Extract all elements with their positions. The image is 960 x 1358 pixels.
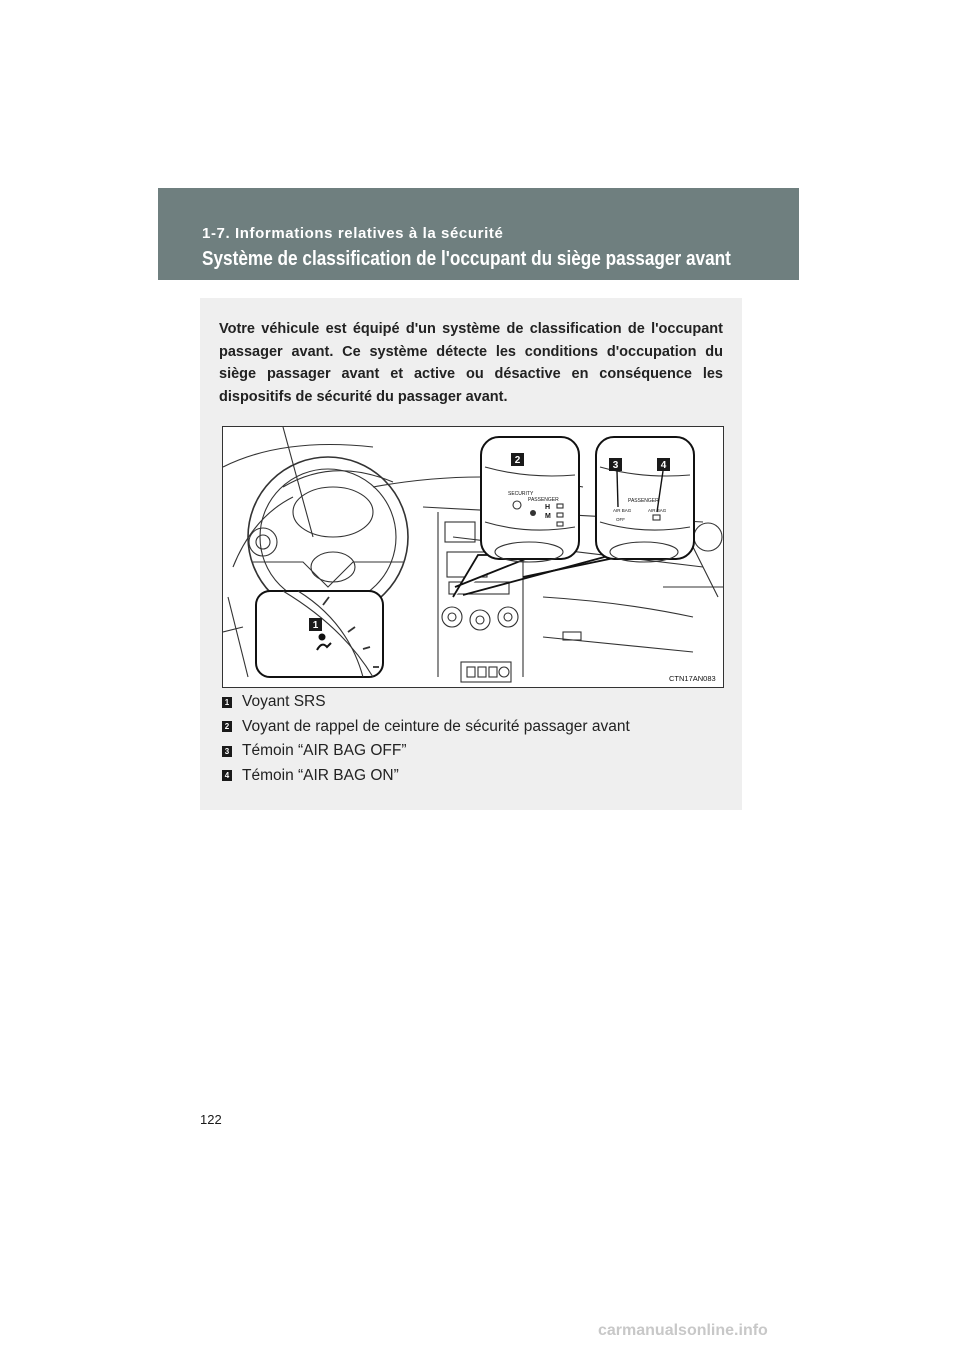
legend-label: Témoin “AIR BAG ON” bbox=[242, 766, 399, 784]
svg-text:PASSENGER: PASSENGER bbox=[628, 498, 659, 504]
callout-badge: 3 bbox=[222, 746, 232, 757]
callout-badge: 2 bbox=[222, 721, 232, 732]
intro-paragraph: Votre véhicule est équipé d'un système de classification de l'occupant passager avant. Ce système détecte les conditions d'occupation du siège passager avant et active ou désactive en conséquence les dispositifs de sécurité du passager avant. bbox=[219, 321, 723, 405]
svg-text:H: H bbox=[545, 504, 551, 511]
svg-text:2: 2 bbox=[514, 455, 521, 466]
watermark: carmanualsonline.info bbox=[598, 1322, 768, 1339]
figure-code: CTN17AN083 bbox=[669, 674, 716, 683]
page-number: 122 bbox=[200, 1112, 222, 1127]
svg-text:AIR BAG: AIR BAG bbox=[613, 508, 632, 513]
legend-item bbox=[222, 690, 732, 715]
legend-list bbox=[222, 690, 732, 788]
svg-text:4: 4 bbox=[660, 460, 667, 471]
svg-text:1: 1 bbox=[312, 620, 319, 631]
svg-text:3: 3 bbox=[612, 460, 619, 471]
content-panel bbox=[200, 298, 742, 810]
svg-text:AIR BAG: AIR BAG bbox=[648, 508, 667, 513]
legend-label: Voyant de rappel de ceinture de sécurité passager avant bbox=[242, 717, 630, 735]
svg-text:M: M bbox=[545, 513, 551, 520]
legend-item bbox=[222, 715, 732, 740]
section-label: 1-7. Informations relatives à la sécurité bbox=[202, 225, 504, 242]
page-title: Système de classification de l'occupant du siège passager avant bbox=[202, 248, 731, 270]
callout-badge: 1 bbox=[222, 697, 232, 708]
legend-item bbox=[222, 764, 732, 789]
section-header bbox=[158, 188, 799, 280]
legend-label: Témoin “AIR BAG OFF” bbox=[242, 742, 407, 760]
svg-text:PASSENGER: PASSENGER bbox=[528, 497, 559, 503]
legend-label: Voyant SRS bbox=[242, 693, 326, 711]
legend-item bbox=[222, 739, 732, 764]
svg-text:OFF: OFF bbox=[616, 517, 625, 522]
callout-badge: 4 bbox=[222, 770, 232, 781]
svg-text:SECURITY: SECURITY bbox=[508, 491, 534, 497]
dashboard-illustration bbox=[222, 426, 724, 688]
